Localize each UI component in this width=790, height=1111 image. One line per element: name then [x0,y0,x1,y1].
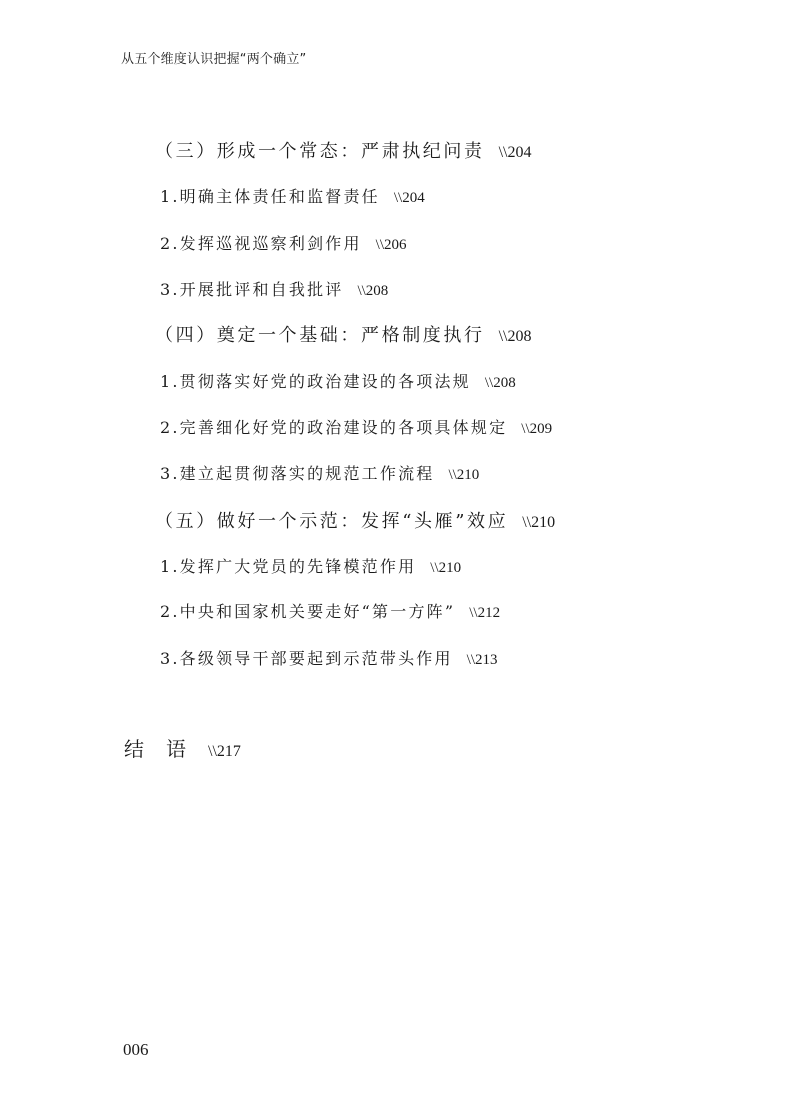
toc-entry-title: （四）奠定一个基础：严格制度执行 [155,325,485,346]
toc-item [160,646,498,669]
toc-page-ref: \\208 [498,328,532,345]
toc-page-ref: \\213 [466,652,498,668]
running-header: 从五个维度认识把握“两个确立” [121,52,307,67]
toc-page-ref: \\210 [430,560,462,576]
page-number: 006 [123,1040,149,1059]
toc-conclusion-title: 结语 [124,737,208,761]
toc-page-ref: \\204 [393,190,425,206]
toc-page-ref: \\206 [375,237,407,253]
toc-entry-title: 2.中央和国家机关要走好“第一方阵” [160,602,456,621]
toc-item [160,277,388,300]
toc-entry-title: 1.明确主体责任和监督责任 [160,187,380,206]
toc-page-ref: \\204 [498,144,532,161]
toc-page-ref: \\212 [469,605,501,621]
toc-item [160,231,407,254]
toc-entry-title: 2.发挥巡视巡察利剑作用 [160,234,362,253]
toc-page-ref: \\209 [521,421,553,437]
toc-item [160,461,479,484]
toc-entry-title: 1.发挥广大党员的先锋模范作用 [160,557,417,576]
toc-entry-title: 3.开展批评和自我批评 [160,280,344,299]
toc-page-ref: \\208 [484,375,516,391]
toc-page-ref: \\210 [448,467,480,483]
toc-page-ref: \\210 [522,514,556,531]
toc-page-ref: \\217 [208,743,241,760]
toc-entry-title: 3.各级领导干部要起到示范带头作用 [160,649,453,668]
toc-entry-title: 3.建立起贯彻落实的规范工作流程 [160,464,435,483]
toc-entry-title: 2.完善细化好党的政治建设的各项具体规定 [160,418,508,437]
toc-item [160,415,552,438]
toc-item [160,554,461,577]
toc-entry-title: （三）形成一个常态：严肃执纪问责 [155,141,485,162]
toc-item [160,599,500,622]
toc-item [160,369,516,392]
toc-entry-title: 1.贯彻落实好党的政治建设的各项法规 [160,372,471,391]
toc-item [160,184,425,207]
toc-page-ref: \\208 [357,283,389,299]
toc-section-5 [155,507,555,533]
toc-section-3 [155,137,532,163]
toc-section-4 [155,321,532,347]
toc-conclusion [124,733,241,762]
toc-entry-title: （五）做好一个示范：发挥“头雁”效应 [155,511,509,532]
